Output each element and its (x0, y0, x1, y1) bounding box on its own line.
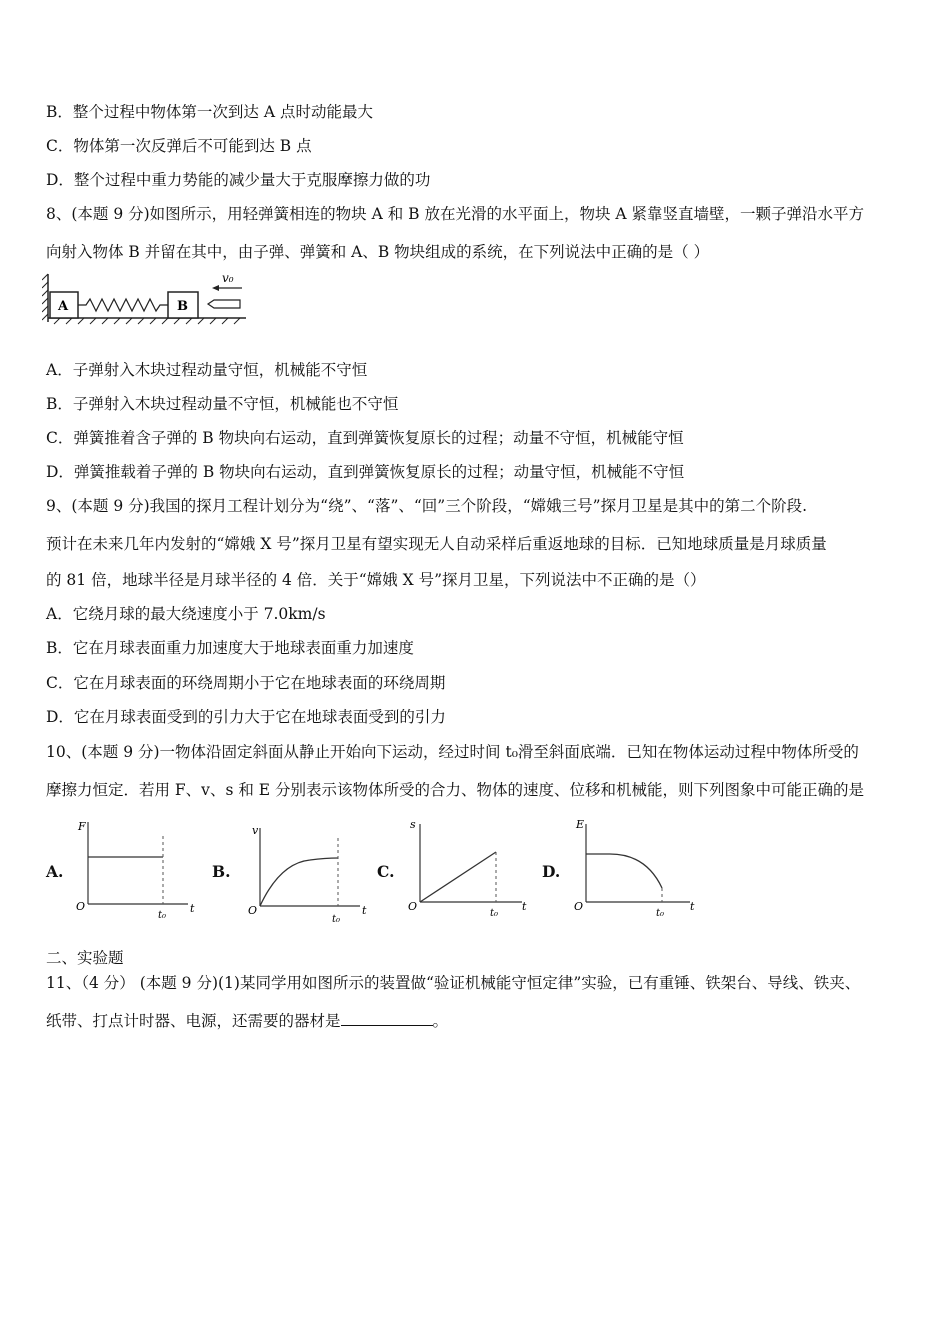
graph-d-origin: O (574, 900, 584, 913)
graph-b (240, 818, 370, 928)
q11-answer-blank[interactable] (341, 1011, 433, 1026)
velocity-arrowhead (212, 285, 219, 291)
graph-d-t0: t₀ (656, 908, 665, 919)
graph-c-label: C. (377, 862, 395, 881)
graph-c (402, 814, 532, 924)
q7-option-b: B．整个过程中物体第一次到达 A 点时动能最大 (46, 103, 373, 121)
graph-b-y-label: v (252, 824, 259, 837)
graph-c-x-label: t (522, 900, 527, 913)
graph-b-t0: t₀ (332, 914, 341, 925)
graph-c-origin: O (408, 900, 418, 913)
graph-a-label: A. (46, 862, 64, 881)
block-a-label: A (58, 299, 69, 314)
q10-stem-line2: 摩擦力恒定．若用 F、v、s 和 E 分别表示该物体所受的合力、物体的速度、位移和机械能，则下列图象中可能正确的是 (46, 781, 864, 799)
q8-option-d: D．弹簧推载着子弹的 B 物块向右运动，直到弹簧恢复原长的过程；动量守恒，机械能不守恒 (46, 463, 685, 481)
graph-c-curve (420, 852, 496, 902)
spring (78, 299, 168, 311)
wall-hatch (42, 274, 48, 320)
bullet (208, 300, 240, 308)
q7-option-c: C．物体第一次反弹后不可能到达 B 点 (46, 137, 312, 155)
spring-block-figure (42, 268, 252, 328)
graph-d-curve (586, 854, 662, 888)
velocity-label: v₀ (222, 271, 234, 285)
graph-a-x-label: t (190, 902, 195, 915)
graph-a-origin: O (76, 900, 86, 913)
section-title-experiment: 二、实验题 (46, 949, 124, 967)
q11-stem-line2 (46, 1011, 910, 1031)
graph-d-y-label: E (576, 818, 585, 831)
q9-option-a: A．它绕月球的最大绕速度小于 7.0km/s (46, 605, 326, 623)
block-b-label: B (177, 299, 188, 314)
graph-a-y-label: F (78, 820, 86, 833)
q8-stem-line2: 向射入物体 B 并留在其中，由子弹、弹簧和 A、B 物块组成的系统，在下列说法中正确的是（ ） (46, 243, 710, 261)
graph-d-x-label: t (690, 900, 695, 913)
q8-option-c: C．弹簧推着含子弹的 B 物块向右运动，直到弹簧恢复原长的过程；动量不守恒，机械能守恒 (46, 429, 684, 447)
q9-option-b: B．它在月球表面重力加速度大于地球表面重力加速度 (46, 639, 414, 657)
graph-a-t0: t₀ (158, 910, 167, 921)
q8-stem-line1: 8、(本题 9 分)如图所示，用轻弹簧相连的物块 A 和 B 放在光滑的水平面上，物块 A 紧靠竖直墙壁，一颗子弹沿水平方 (46, 205, 865, 223)
q9-stem-line2: 预计在未来几年内发射的“嫦娥 X 号”探月卫星有望实现无人自动采样后重返地球的目标．已知地球质量是月球质量 (46, 535, 827, 553)
graph-d-label: D. (542, 862, 561, 881)
graph-c-y-label: s (410, 818, 416, 831)
q11-stem-line2-end: 。 (432, 1012, 449, 1030)
q9-stem-line1: 9、(本题 9 分)我国的探月工程计划分为“绕”、“落”、“回”三个阶段，“嫦娥三号”探月卫星是其中的第二个阶段. (46, 497, 807, 515)
q9-stem-line3: 的 81 倍，地球半径是月球半径的 4 倍．关于“嫦娥 X 号”探月卫星，下列说法中不正确的是（） (46, 571, 706, 589)
floor-hatch (54, 318, 240, 324)
graph-b-label: B. (212, 862, 231, 881)
q11-stem-line1: 11、（4 分） (本题 9 分)(1)某同学用如图所示的装置做“验证机械能守恒定律”实验，已有重锤、铁架台、导线、铁夹、 (46, 974, 861, 992)
graph-b-origin: O (248, 904, 258, 917)
q8-option-a: A．子弹射入木块过程动量守恒，机械能不守恒 (46, 361, 368, 379)
graph-c-t0: t₀ (490, 908, 499, 919)
graph-b-x-label: t (362, 904, 367, 917)
q11-stem-line2-text: 纸带、打点计时器、电源，还需要的器材是 (46, 1012, 341, 1030)
q8-option-b: B．子弹射入木块过程动量不守恒，机械能也不守恒 (46, 395, 399, 413)
graph-d (568, 814, 698, 924)
graph-a (70, 814, 200, 924)
q9-option-c: C．它在月球表面的环绕周期小于它在地球表面的环绕周期 (46, 674, 446, 692)
q7-option-d: D．整个过程中重力势能的减少量大于克服摩擦力做的功 (46, 171, 431, 189)
graph-b-curve (260, 858, 338, 906)
q10-stem-line1: 10、(本题 9 分)一物体沿固定斜面从静止开始向下运动，经过时间 t₀滑至斜面底端．已知在物体运动过程中物体所受的 (46, 743, 859, 761)
q9-option-d: D．它在月球表面受到的引力大于它在地球表面受到的引力 (46, 708, 446, 726)
